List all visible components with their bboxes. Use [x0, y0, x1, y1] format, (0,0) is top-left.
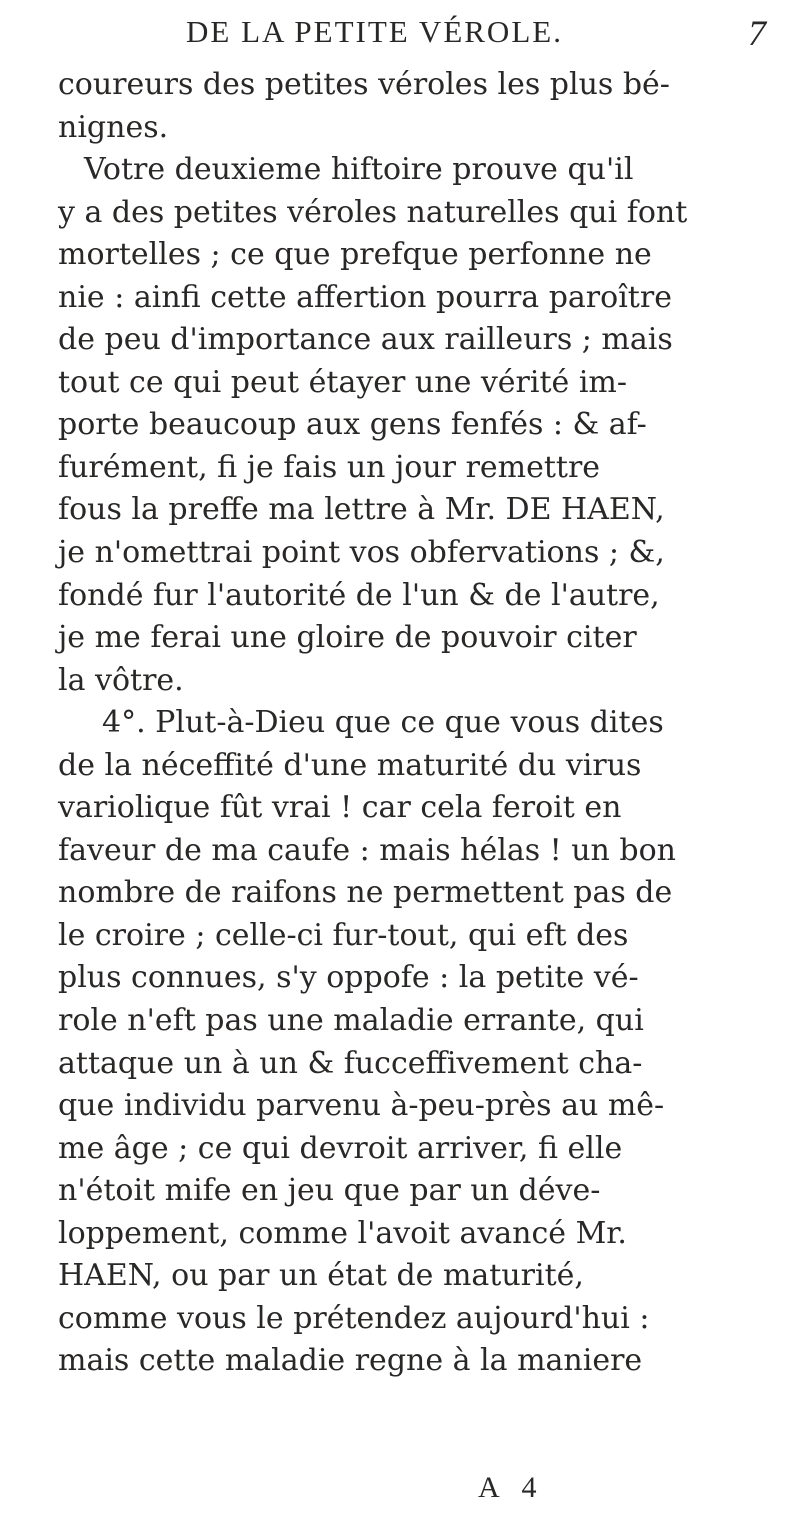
text-line: faveur de ma caufe : mais hélas ! un bon [58, 832, 677, 868]
text-line: nie : ainfi cette affertion pourra paroître [58, 279, 672, 315]
text-line: le croire ; celle-ci fur-tout, qui eft des [58, 917, 629, 953]
text-line: de la néceffité d'une maturité du virus [58, 747, 642, 783]
text-line: nignes. [58, 109, 169, 145]
signature-mark: A 4 [478, 1471, 545, 1504]
text-line: plus connues, s'y oppofe : la petite vé- [58, 960, 639, 996]
text-line: je n'omettrai point vos obfervations ; &, [58, 535, 665, 571]
body-text [58, 64, 770, 1383]
running-title: DE LA PETITE VÉROLE. [186, 14, 563, 49]
text-line: de peu d'importance aux railleurs ; mais [58, 322, 673, 358]
text-line: attaque un à un & fucceffivement cha- [58, 1045, 643, 1081]
text-line: comme vous le prétendez aujourd'hui : [58, 1300, 650, 1336]
text-line: y a des petites véroles naturelles qui font [58, 194, 688, 230]
text-line: loppement, comme l'avoit avancé Mr. [58, 1215, 627, 1251]
text-line: fous la preffe ma lettre à Mr. DE HAEN, [58, 492, 665, 528]
text-line: tout ce qui peut étayer une vérité im- [58, 364, 628, 400]
text-line: furément, fi je fais un jour remettre [58, 449, 601, 485]
text-line: que individu parvenu à-peu-près au mê- [58, 1088, 665, 1124]
paragraph-start-line: Votre deuxieme hiftoire prouve qu'il [84, 152, 634, 188]
text-line: role n'eft pas une maladie errante, qui [58, 1003, 644, 1039]
text-line: HAEN, ou par un état de maturité, [58, 1258, 584, 1294]
text-line: la vôtre. [58, 662, 184, 698]
text-line: nombre de raifons ne permettent pas de [58, 875, 673, 911]
text-line: porte beaucoup aux gens fenfés : & af- [58, 407, 647, 443]
text-line: me âge ; ce qui devroit arriver, fi elle [58, 1130, 623, 1166]
text-line: mortelles ; ce que prefque perfonne ne [58, 237, 652, 273]
page-number: 7 [748, 13, 766, 53]
paragraph-start-line: 4°. Plut-à-Dieu que ce que vous dites [102, 705, 664, 741]
text-line: coureurs des petites véroles les plus bé- [58, 67, 670, 102]
text-line: mais cette maladie regne à la maniere [58, 1343, 643, 1379]
text-line: je me ferai une gloire de pouvoir citer [58, 620, 637, 656]
text-line: fondé fur l'autorité de l'un & de l'autre, [58, 577, 660, 613]
text-line: n'étoit mife en jeu que par un déve- [58, 1173, 601, 1209]
text-line: variolique fût vrai ! car cela feroit en [58, 790, 622, 826]
running-head [0, 10, 800, 60]
